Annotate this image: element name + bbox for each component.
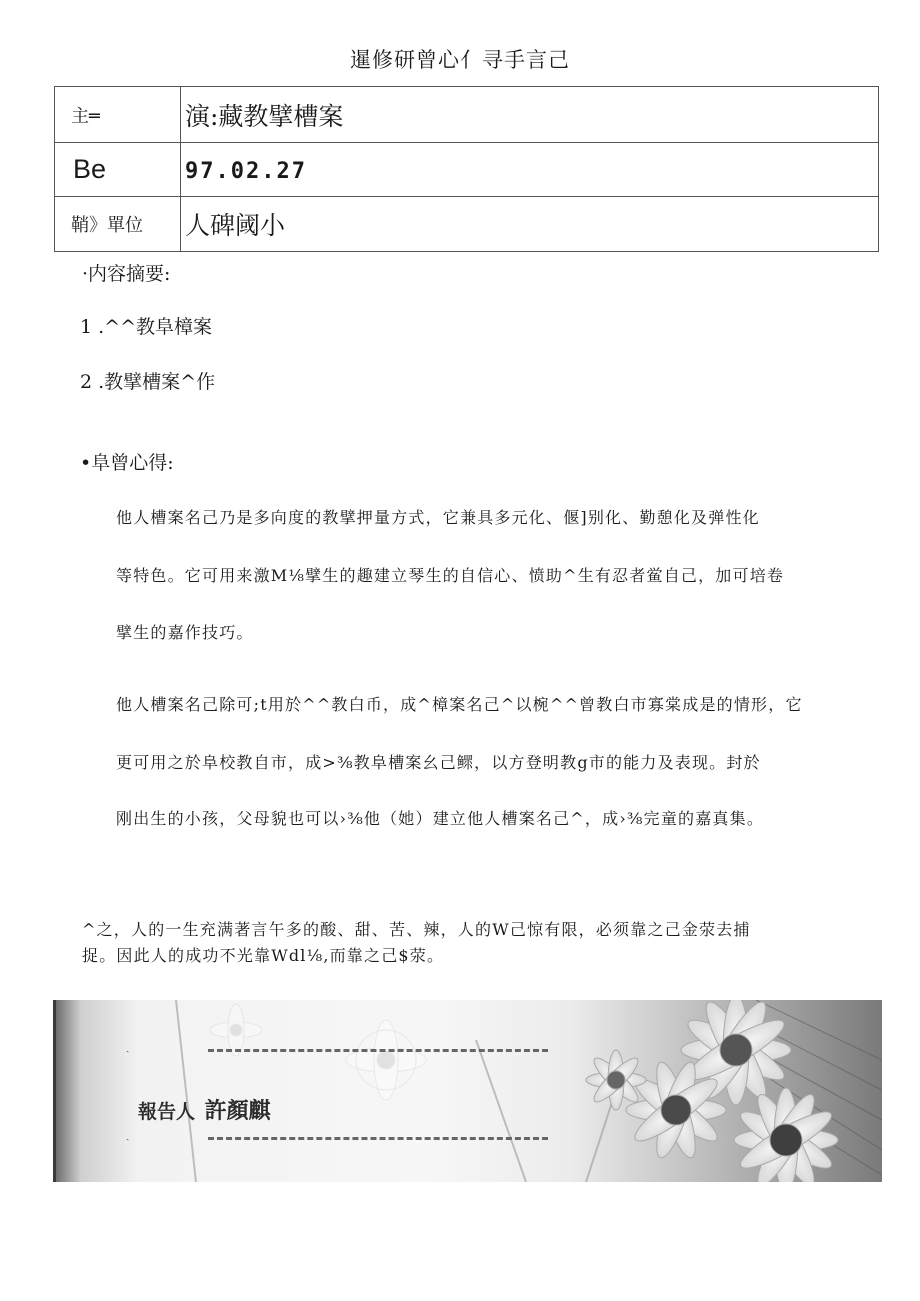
reporter-name: 許顏麒 (204, 1099, 271, 1124)
table-row-topic (55, 87, 879, 143)
banner-tick-top: ˏ (126, 1042, 130, 1053)
topic-label: 主═ (55, 87, 181, 143)
banner-dash-bottom (208, 1137, 548, 1140)
paragraph2-line-2: 更可用之於阜校教自市，成>⅜教阜槽案幺己鳏，以方登明教g市的能力及表现。封於 (116, 753, 761, 772)
info-table (54, 86, 879, 252)
paragraph1-line-1: 他人槽案名己乃是多向度的教擘押量方式，它兼具多元化、偃]别化、勤憩化及弹性化 (116, 508, 760, 527)
unit-label: 鞘》單位 (55, 197, 181, 252)
daisy-flower-icon (56, 1000, 882, 1182)
date-value: 97.02.27 (185, 159, 307, 184)
topic-value: 演:藏教擘槽案 (181, 87, 879, 143)
reporter-line (138, 1094, 271, 1125)
conclusion-line-1: ^之，人的一生充满著言午多的酸、甜、苦、辣，人的W己惊有限，必须靠之己金荥去捕 (82, 920, 751, 939)
document-title: 暹修研曾心亻寻手言己 (350, 48, 570, 72)
conclusion-line-2: 捉。因此人的成功不光靠Wdl⅛,而靠之己$荥。 (82, 946, 445, 965)
paragraph1-line-2: 等特色。它可用来激M⅛擘生的趣建立琴生的自信心、愤助^生有忍者鲎自己，加可培卷 (116, 566, 785, 585)
paragraph2-line-3: 刚出生的小孩，父母貌也可以›⅜他（她）建立他人槽案名己^，成›⅜完童的嘉真集。 (116, 809, 765, 828)
reporter-label: 報告人 (138, 1101, 196, 1123)
summary-item-2: 2 .教擘槽案^作 (80, 371, 216, 393)
table-row-unit (55, 197, 879, 252)
banner-dash-top (208, 1049, 548, 1052)
date-label-cell (55, 143, 181, 197)
paragraph1-line-3: 擘生的嘉作技巧。 (116, 623, 254, 642)
date-label: Be (73, 154, 107, 184)
paragraph2-line-1: 他人槽案名己除可;t用於^^教白币，成^樟案名己^以椀^^曾教白市寡棠成是的情形，它 (116, 695, 803, 714)
summary-item-1: 1 .^^教阜樟案 (80, 316, 213, 338)
reflection-heading: •阜曾心得: (80, 452, 174, 474)
date-value-cell (181, 143, 879, 197)
banner-tick-bottom: ˏ (126, 1130, 130, 1141)
reporter-banner (53, 1000, 882, 1182)
summary-heading: ·内容摘要: (82, 263, 171, 285)
unit-value: 人碑阈小 (181, 197, 879, 252)
table-row-date (55, 143, 879, 197)
